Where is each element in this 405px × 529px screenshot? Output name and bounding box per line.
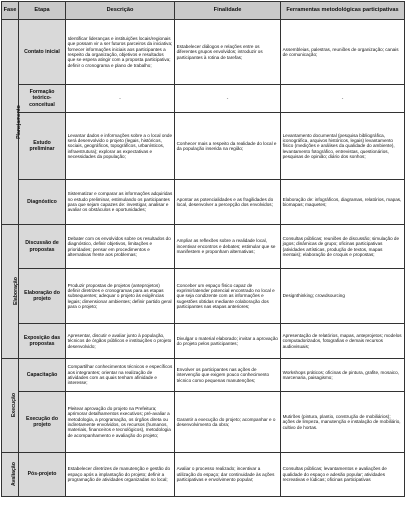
- tools-cell: Consultas públicas; levantamentos e avaliações de qualidade do espaço e adesão popular; atividades recreativas e lúdicas; oficinas participativas: [281, 453, 405, 497]
- tools-cell: Mutirões (pintura, plantio, construção de mobiliários); ações de limpeza, manutenção e instalação de mobiliário, cultivo de hortas.: [281, 392, 405, 453]
- purpose-cell: Ampliar as reflexões sobre a realidade local, incentivar encontros e debates; estimular que se manifestem e proponham alternativas;: [175, 225, 281, 269]
- purpose-cell: Conceber um espaço físico capaz de exprimir/atender potencial encontrado no local e que seja condizente com as informações e sugestões obtidas mediante colaboração dos participantes nas etapas anteriores;: [175, 269, 281, 324]
- stage-cell: Execução do projeto: [19, 392, 66, 453]
- stage-cell: Formação teórico-conceitual: [19, 85, 66, 113]
- stage-cell: Discussão de propostas: [19, 225, 66, 269]
- table-row: [2, 392, 405, 453]
- phase-label-execucao: Execução: [11, 393, 18, 418]
- tools-cell: Levantamento documental (pesquisa bibliográfica, iconográfica, arquivos históricos, legais) levantamento físico (medições e análises da qualidade do ambiente), levantamento fotográfico, entrevistas, questionários, pesquisas de opinião; diário dos sonhos;: [281, 113, 405, 180]
- description-cell: Levantar dados e informações sobre a o local onde será desenvolvido o projeto (legais, históricos, sociais, geográficos, topográficos, urbanísticos, infraestrutura); explorar as expectativas e necessidades da população;: [66, 113, 175, 180]
- purpose-cell: Avaliar o processo realizado; incentivar a utilização do espaço; dar continuidade às ações participativas e envolvimento popular;: [175, 453, 281, 497]
- phase-label-elaboracao: Elaboração: [12, 277, 19, 306]
- description-cell: -: [66, 85, 175, 113]
- header-etapa: Etapa: [19, 2, 66, 20]
- phase-label-avaliacao: Avaliação: [10, 462, 17, 487]
- phase-cell-planejamento: [2, 20, 22, 225]
- stage-cell: Pós-projeto: [19, 453, 66, 497]
- table-row: [2, 453, 405, 497]
- tools-cell: Elaboração de: infográficos, diagramas, relatórios, mapas, biomapas; maquetes;: [281, 180, 405, 225]
- description-cell: Pleitear aprovação do projeto na Prefeitura; aprimorar detalhamentos executivos; pré-avaliar a metodologia, a programação, os órgãos direta ou indiretamente envolvidos, os recursos (humanos, materiais, financeiros e tecnológicos), metodologia de acompanhamento e avaliação do projeto;: [66, 392, 175, 453]
- description-cell: Compartilhar conhecimentos técnicos e específicos aos integrantes; orientar na realização de atividades com as quais tenham afinidade e interesse;: [66, 359, 175, 392]
- header-fase: Fase: [2, 2, 19, 20]
- tools-cell: Designthinking; crowdsourcing: [281, 269, 405, 324]
- description-cell: Debater com os envolvidos sobre os resultados do diagnóstico, definir objetivos, limitações e prioridades; pensar em procedimentos e alternativas frente aos problemas;: [66, 225, 175, 269]
- description-cell: Apresentar, discutir e avaliar junto à população, técnicos de órgãos públicos e instituições o projeto desenvolvido;: [66, 324, 175, 359]
- table-row: [2, 225, 405, 269]
- stage-cell: Elaboração do projeto: [19, 269, 66, 324]
- stage-cell: Exposição das propostas: [19, 324, 66, 359]
- phase-cell-execucao: [2, 359, 19, 453]
- table-row: [2, 180, 405, 225]
- description-cell: Produzir propostas de projetos (anteprojetos) definir diretrizes e cronogramas para as etapas subsequentes; adequar o projeto às exigências legais; dimensionar ambientes; definir partido geral para o projeto;: [66, 269, 175, 324]
- description-cell: Sistematizar e comparar as informações adquiridas no estudo preliminar, estimulando os participantes para que sejam capazes de: investigar, analisar e avaliar os obstáculos e oportunidades;: [66, 180, 175, 225]
- table-row: [2, 324, 405, 359]
- stage-cell: Contato inicial: [19, 20, 66, 85]
- participatory-table: [1, 1, 405, 497]
- table-row: [2, 269, 405, 324]
- table-row: [2, 20, 405, 85]
- header-descricao: Descrição: [66, 2, 175, 20]
- purpose-cell: Conhecer mais a respeito da realidade do local e da população inserida na região;: [175, 113, 281, 180]
- phase-cell-avaliacao: [2, 453, 19, 497]
- header-ferramentas: Ferramentas metodológicas participativas: [281, 2, 405, 20]
- tools-cell: Assembleias, palestras, reuniões de organização; canais de comunicação;: [281, 20, 405, 85]
- tools-cell: -: [281, 85, 405, 113]
- stage-cell: Diagnóstico: [19, 180, 66, 225]
- table-row: [2, 359, 405, 392]
- description-cell: Identificar lideranças e instituições locais/regionais que possam vir a ser futuros parceiros da iniciativa; fornecer informações iniciais aos participantes a respeito da organização, objetivos e resultados que se espera atingir com a proposta participativa; definir o cronograma e plano de trabalho;: [66, 20, 175, 85]
- purpose-cell: Envolver os participantes nas ações de intervenção que exigem pouco conhecimento técnico como pequenas manutenções;: [175, 359, 281, 392]
- phase-cell-elaboracao: [2, 225, 19, 359]
- table-body: [2, 20, 405, 497]
- table-row: [2, 113, 405, 180]
- tools-cell: Apresentação de relatórios, mapas, anteprojetos; modelos computadorizados, fotografias e demais recursos audiovisuais;: [281, 324, 405, 359]
- tools-cell: Workshops práticos; oficinas de pintura, grafite, mosaico, marcenaria, paisagismo;: [281, 359, 405, 392]
- header-finalidade: Finalidade: [175, 2, 281, 20]
- stage-cell: Estudo preliminar: [19, 113, 66, 180]
- header-row: [2, 2, 405, 20]
- table-header: [2, 2, 405, 20]
- phase-label-planejamento: Planejamento: [15, 105, 22, 139]
- purpose-cell: Garantir a execução do projeto; acompanhar e o desenvolvimento da obra;: [175, 392, 281, 453]
- table-row: [2, 85, 405, 113]
- tools-cell: Consultas públicas; reuniões de discussão; simulação de jogos; dinâmicas de grupo; oficinas participativas (atividades artísticas, produção de textos, mapas mentais); elaboração de croquis e propostas;: [281, 225, 405, 269]
- description-cell: Estabelecer diretrizes de manutenção e gestão do espaço após a implantação do projeto; definir a programação de atividades organizadas no local;: [66, 453, 175, 497]
- purpose-cell: Divulgar o material elaborado; invitar a aprovação do projeto pelos participantes;: [175, 324, 281, 359]
- purpose-cell: -: [175, 85, 281, 113]
- purpose-cell: Apontar as potencialidades e as fragilidades do local, desenvolver a percepção dos envolvidos;: [175, 180, 281, 225]
- purpose-cell: Estabelecer diálogos e relações entre os diferentes grupos envolvidos; introduzir os participantes à rotina de tarefas;: [175, 20, 281, 85]
- stage-cell: Capacitação: [19, 359, 66, 392]
